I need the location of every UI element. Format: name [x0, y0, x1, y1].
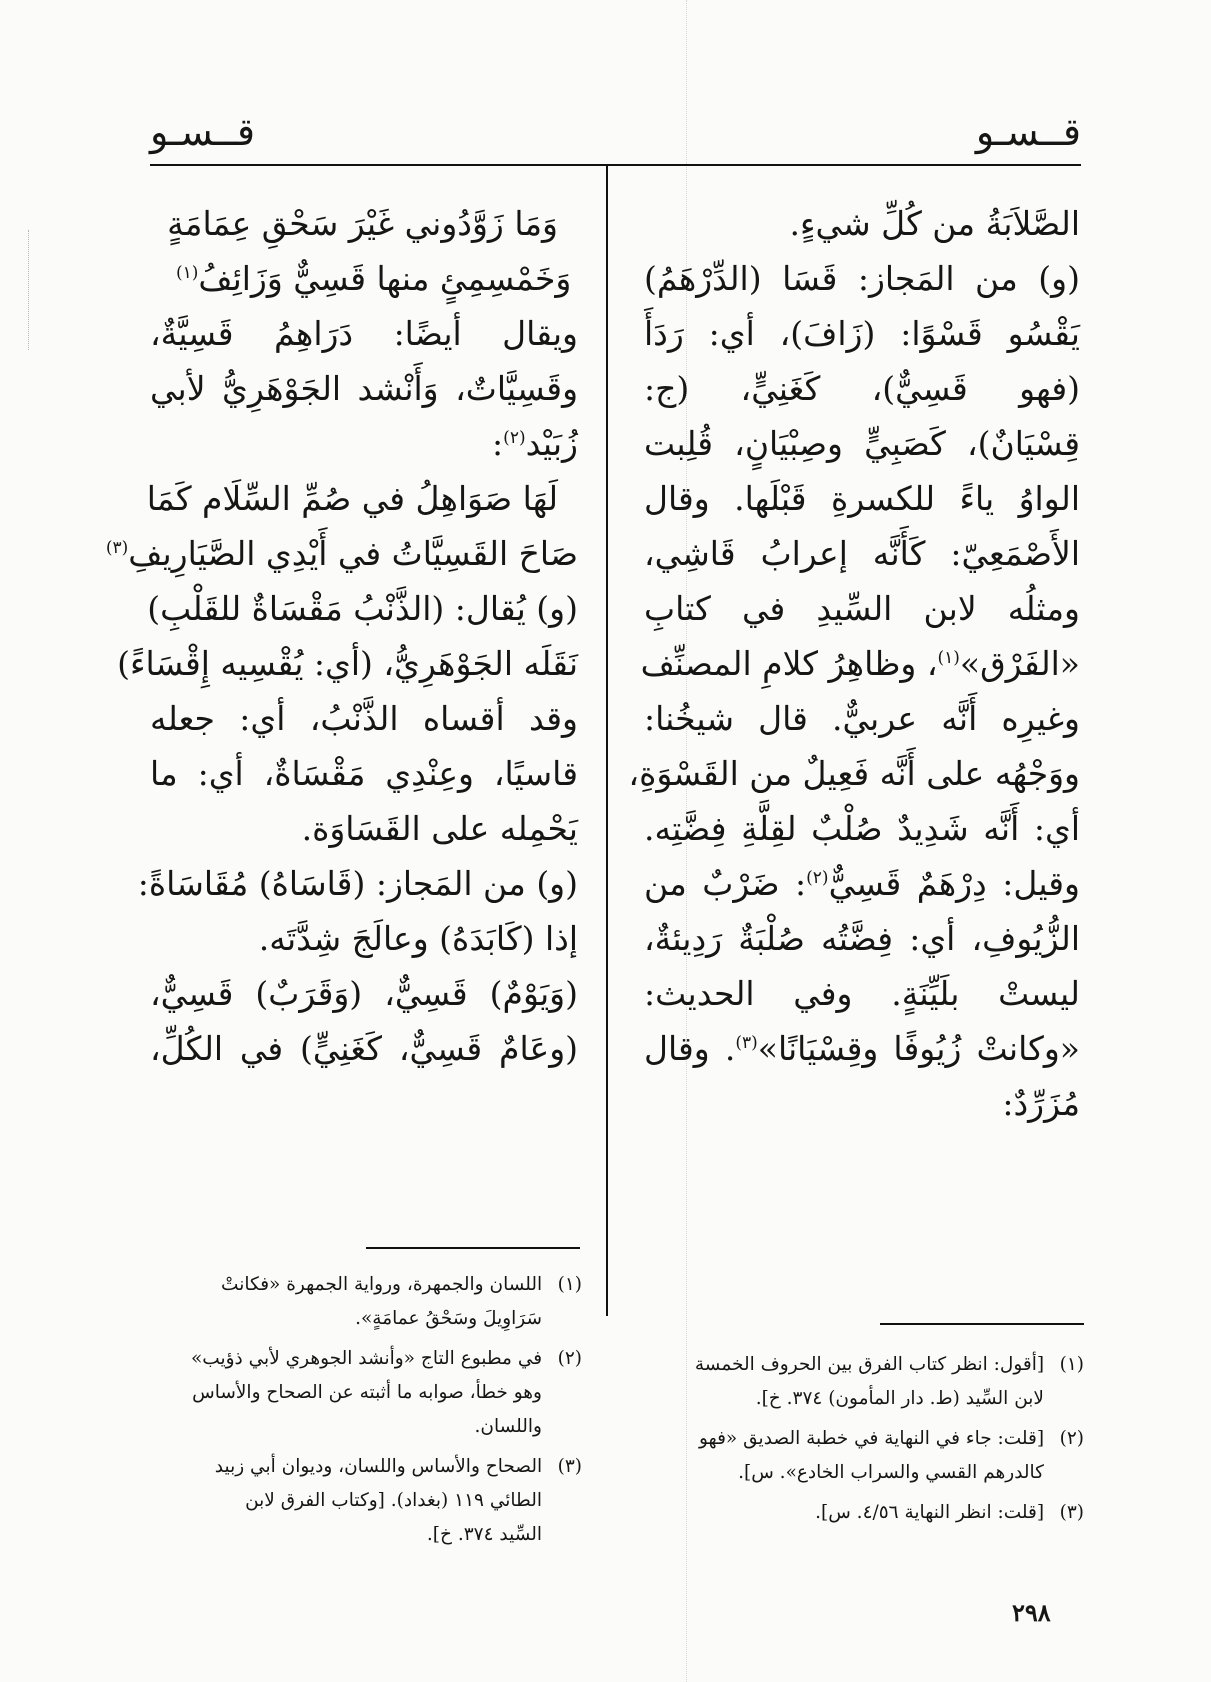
text-line: يَقْسُو قَسْوًا: (زَافَ)، أي: رَدَأَ — [644, 314, 1080, 353]
text-line: الواوُ ياءً للكسرةِ قَبْلَها. وقال — [644, 479, 1080, 518]
footnote-number: (١) — [1059, 1354, 1084, 1375]
footnotes-right — [644, 1348, 1084, 1536]
footnote-line — [644, 1422, 1084, 1456]
text-line: الزُّيُوفِ، أي: فِضَّتُه صُلْبَةٌ رَدِيئةٌ، — [644, 919, 1080, 958]
text-line: (و) يُقال: (الذَّنْبُ مَقْسَاةٌ للقَلْبِ) — [147, 589, 578, 628]
footnote — [150, 1268, 582, 1336]
footnote-number: (٣) — [557, 1456, 582, 1477]
footnote-line — [644, 1496, 1084, 1530]
text-line: الأَصْمَعِيّ: كَأَنَّه إعرابُ قَاشِي، — [644, 534, 1080, 573]
text-segment: ، وظاهِرُ كلامِ المصنِّف — [640, 644, 938, 683]
left-column — [105, 196, 578, 1076]
footnote-text: [قلت: انظر النهاية ٤/٥٦. س]. — [815, 1502, 1045, 1523]
text-segment: . وقال — [644, 1029, 736, 1068]
footnote-mark: (١) — [176, 263, 199, 283]
text-segment: زُبَيْد — [525, 424, 578, 463]
page-number: ٢٩٨ — [1012, 1598, 1051, 1627]
footnote — [644, 1348, 1084, 1416]
text-line: قِسْيَانٌ)، كَصَبِيٍّ وصِبْيَانٍ، قُلِبت — [644, 424, 1080, 463]
footnote-rule-left — [366, 1247, 580, 1249]
footnote-text: اللسان والجمهرة، ورواية الجمهرة «فكانتْ — [221, 1274, 543, 1295]
footnote-text: في مطبوع التاج «وأنشد الجوهري لأبي ذؤيب» — [190, 1348, 543, 1369]
text-line: قاسيًا، وعِنْدِي مَقْسَاةٌ، أي: ما — [150, 754, 578, 793]
footnote-mark: (١) — [937, 648, 960, 668]
footnote-mark: (٢) — [503, 428, 526, 448]
text-segment: «الفَرْق» — [959, 644, 1080, 683]
footnote-line — [150, 1268, 582, 1302]
footnote — [644, 1496, 1084, 1530]
text-line — [644, 1021, 1080, 1076]
verse-line — [105, 526, 578, 581]
header-word-left: قــسـو — [150, 110, 256, 154]
scan-margin-mark — [28, 230, 29, 350]
text-segment: صَاحَ القَسِيَّاتُ في أَيْدِي الصَّيَارِيفِ — [128, 534, 578, 573]
footnote-line — [150, 1342, 582, 1376]
text-line: (و) من المَجاز: (قَاسَاهُ) مُقَاسَاةً: — [137, 864, 578, 903]
footnote-line: السِّيد ٣٧٤. خ]. — [426, 1524, 542, 1545]
footnote-number: (٢) — [1059, 1428, 1084, 1449]
footnote-rule-right — [880, 1323, 1084, 1325]
header-word-right: قــسـو — [975, 110, 1081, 154]
footnote-number: (٣) — [1059, 1502, 1084, 1523]
footnote-line: واللسان. — [474, 1416, 542, 1437]
right-column — [628, 196, 1080, 1131]
text-line — [640, 636, 1080, 691]
footnote-number: (٢) — [557, 1348, 582, 1369]
text-line — [644, 856, 1080, 911]
text-line: أي: أَنَّه شَدِيدٌ صُلْبٌ لقِلَّةِ فِضَّتِه. — [644, 809, 1080, 848]
verse-line: وَمَا زَوَّدُوني غَيْرَ سَحْقِ عِمَامَةٍ — [167, 204, 558, 243]
text-line: وقد أقساه الذَّنْبُ، أي: جعله — [150, 699, 578, 738]
header-rule — [150, 164, 1081, 166]
footnote-number: (١) — [557, 1274, 582, 1295]
footnote-mark: (٣) — [105, 538, 129, 558]
text-segment: : — [492, 424, 504, 463]
footnote-line: سَرَاوِيلَ وسَحْقُ عمامَةٍ». — [355, 1308, 542, 1329]
footnote-text: الصحاح والأساس واللسان، وديوان أبي زبيد — [214, 1456, 543, 1477]
footnote — [644, 1422, 1084, 1490]
text-line: (و) من المَجاز: قَسَا (الدِّرْهَمُ) — [644, 259, 1080, 298]
text-line: (وعَامٌ قَسِيٌّ، كَغَنِيٍّ) في الكُلِّ، — [150, 1029, 578, 1068]
verse-line — [150, 251, 578, 306]
text-line: (فهو قَسِيٌّ)، كَغَنِيٍّ، (ج: — [644, 369, 1080, 408]
text-line: الصَّلاَبَةُ من كُلِّ شيءٍ. — [789, 204, 1080, 243]
footnote-line: لابن السِّيد (ط. دار المأمون) ٣٧٤. خ]. — [755, 1388, 1044, 1409]
text-segment: : ضَرْبٌ من — [644, 864, 807, 903]
text-line: (وَيَوْمٌ) قَسِيٌّ، (وَقَرَبٌ) قَسِيٌّ، — [150, 974, 578, 1013]
text-line — [150, 416, 578, 471]
text-line: إذا (كَابَدَهُ) وعالَجَ شِدَّتَه. — [258, 919, 578, 958]
text-line: ويقال أيضًا: دَرَاهِمُ قَسِيَّةٌ، — [150, 314, 578, 353]
text-line: يَحْمِله على القَسَاوَة. — [301, 809, 578, 848]
text-line: ليستْ بلَيِّنَةٍ. وفي الحديث: — [644, 974, 1080, 1013]
text-line: نَقَلَه الجَوْهَرِيُّ، (أي: يُقْسِيه إِقْسَاءً) — [117, 644, 578, 683]
footnote-line: كالدرهم القسي والسراب الخادع». س]. — [738, 1462, 1044, 1483]
text-segment: وقيل: دِرْهَمٌ قَسِيٌّ — [828, 864, 1080, 903]
footnote-text: [قلت: جاء في النهاية في خطبة الصديق «فهو — [699, 1428, 1045, 1449]
text-line: وقَسِيَّاتٌ، وَأَنْشد الجَوْهَرِيُّ لأبي — [150, 369, 578, 408]
footnote-text: [أقول: انظر كتاب الفرق بين الحروف الخمسة — [694, 1354, 1045, 1375]
text-segment: «وكانتْ زُيُوفًا وقِسْيَانًا» — [757, 1029, 1080, 1068]
footnote — [150, 1342, 582, 1444]
verse-line: لَهَا صَوَاهِلُ في صُمِّ السِّلَام كَمَا — [146, 479, 558, 518]
text-line: مُزَرِّدٌ: — [1002, 1084, 1080, 1123]
column-divider — [606, 166, 608, 1316]
footnotes-left — [150, 1268, 582, 1558]
text-segment: وَخَمْسِمِئٍ منها قَسِيٌّ وَزَائِفُ — [198, 259, 572, 298]
footnote-mark: (٢) — [806, 868, 829, 888]
footnote-line — [150, 1450, 582, 1484]
footnote — [150, 1450, 582, 1552]
text-line: ووَجْهُه على أَنَّه فَعِيلٌ من القَسْوَةِ، — [628, 754, 1080, 793]
footnote-line: وهو خطأ، صوابه ما أثبته عن الصحاح والأساس — [192, 1382, 542, 1403]
text-line: وغيرِه أَنَّه عربيٌّ. قال شيخُنا: — [644, 699, 1080, 738]
footnote-line: الطائي ١١٩ (بغداد). [وكتاب الفرق لابن — [245, 1490, 542, 1511]
footnote-line — [644, 1348, 1084, 1382]
footnote-mark: (٣) — [735, 1033, 758, 1053]
text-line: ومثلُه لابن السِّيدِ في كتابِ — [644, 589, 1080, 628]
